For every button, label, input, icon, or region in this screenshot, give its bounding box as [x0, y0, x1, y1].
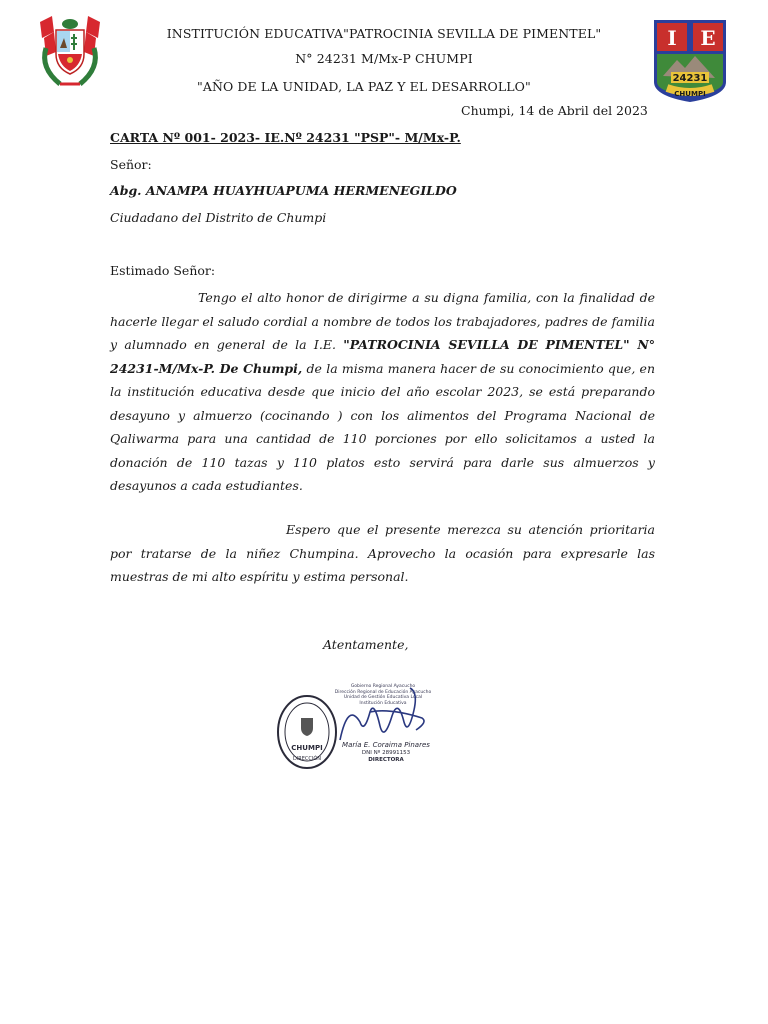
paragraph-1-body: de la misma manera hacer de su conocimiento que, en la institución educativa desde que inicio del año escolar 2023, se está preparando desayuno y almuerzo (cocinando ) con los alimentos del Programa Nacional de Qaliwarma para una cantidad de 110 porciones por ello solicitamos a usted la donación de 110 tazas y 110 platos esto servirá para darle sus almuerzos y desayunos a cada estudiantes. [110, 360, 655, 493]
signature-header-line: Gobierno Regional Ayacucho [350, 684, 416, 689]
signature-header-line: Dirección Regional de Educación Ayacucho [334, 689, 432, 695]
signer-name: María E. Coraima Pinares [342, 741, 430, 749]
paragraph-1-opening: Tengo el alto honor de dirigirme a su digna familia, con la finalidad de hacerle llegar el saludo cordial a nombre de todos los trabajadores, padres de familia y alumnado en general de la I.E. [110, 290, 655, 352]
school-full-name: "PATROCINIA SEVILLA DE PIMENTEL" N° 24231-M/Mx-P. De Chumpi, [110, 337, 656, 376]
closing: Atentamente, [323, 637, 409, 652]
stamp-name: CHUMPI [291, 744, 323, 752]
stamp-bottom: DIRECCIÓN [292, 756, 322, 762]
school-crest-icon [651, 16, 729, 104]
recipient-title: Ciudadano del Distrito de Chumpi [110, 210, 327, 225]
svg-text:I: I [667, 26, 677, 50]
signature-header-line: Unidad de Gestión Educativa Local [343, 695, 423, 700]
signer-dni: DNI Nº 28991153 [361, 750, 411, 756]
salutation: Señor: [110, 157, 152, 172]
recipient-name: Abg. ANAMPA HUAYHUAPUMA HERMENEGILDO [110, 183, 457, 198]
paragraph-2-text: Espero que el presente merezca su atención prioritaria por tratarse de la niñez Chumpina. Aprovecho la ocasión para expresarle las muestras de mi alto espíritu y estima personal. [110, 522, 655, 584]
body-paragraph-1 [110, 286, 655, 498]
peru-coat-of-arms-icon [30, 8, 110, 90]
svg-text:24231: 24231 [672, 73, 708, 84]
year-motto: "AÑO DE LA UNIDAD, LA PAZ Y EL DESARROLLO" [197, 79, 531, 94]
letter-reference: CARTA Nº 001- 2023- IE.Nº 24231 "PSP"- M/Mx-P. [110, 130, 461, 145]
signature-stamp-block [270, 680, 440, 775]
body-paragraph-2 [110, 518, 655, 589]
svg-text:CHUMPI: CHUMPI [674, 90, 706, 98]
svg-text:E: E [700, 26, 716, 50]
signer-info [334, 741, 438, 764]
institution-name: INSTITUCIÓN EDUCATIVA"PATROCINIA SEVILLA DE PIMENTEL" [166, 26, 602, 41]
greeting: Estimado Señor: [110, 263, 216, 278]
signer-role: DIRECTORA [368, 757, 404, 763]
signature-header-line: Institución Educativa [359, 700, 407, 706]
school-code: N° 24231 M/Mx-P CHUMPI [295, 51, 473, 66]
place-date: Chumpi, 14 de Abril del 2023 [461, 103, 648, 118]
